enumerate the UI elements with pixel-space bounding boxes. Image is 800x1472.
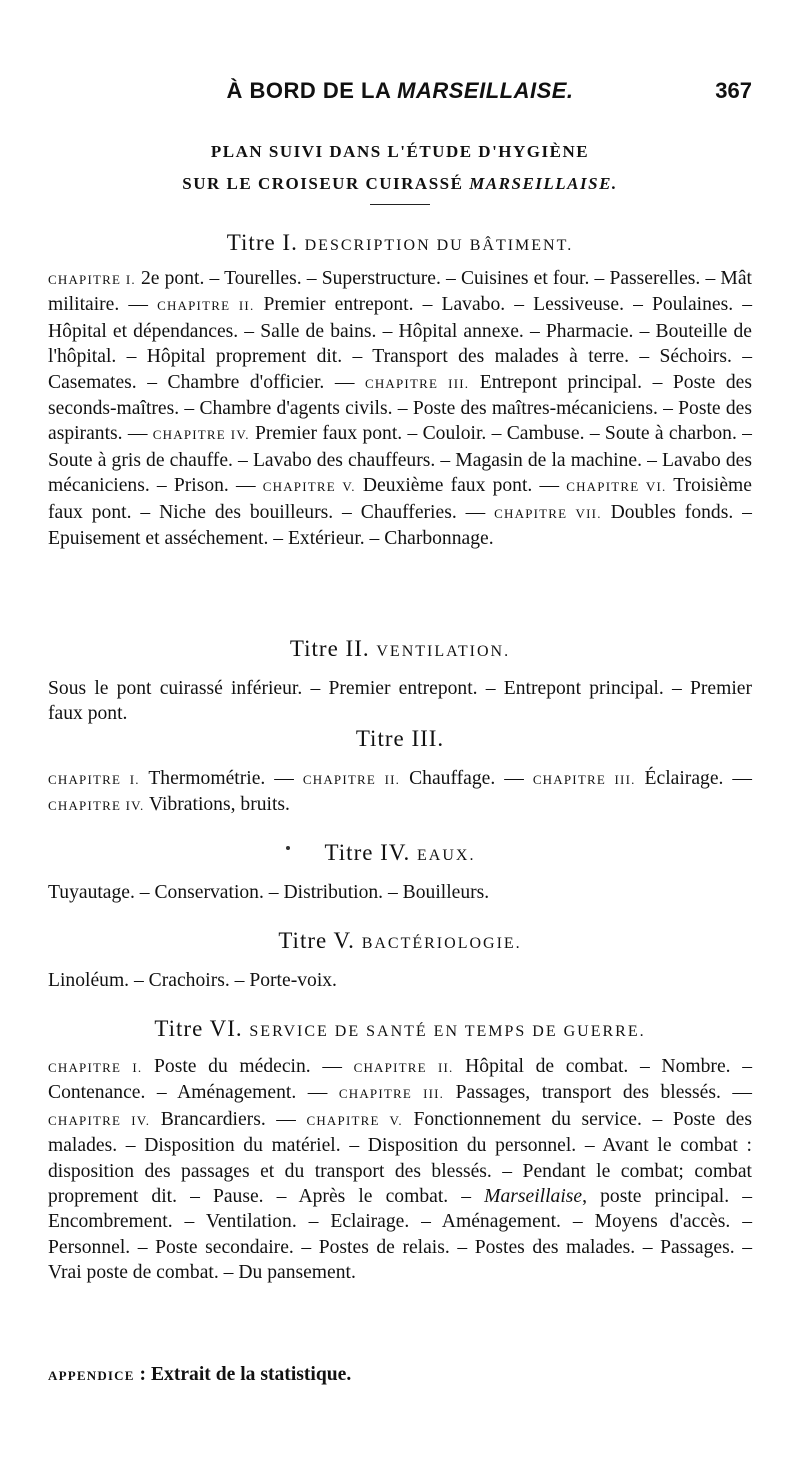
- chapter-label: CHAPITRE II.: [302, 772, 401, 787]
- body-text: Fonctionnement du service. – Poste des malades. – Disposition du matériel. – Disposition du personnel. – Avant le combat : disposition des passages et du transport des blessés. – Pendant le combat; combat proprement dit. – Pause. – Après le combat. –: [48, 1108, 752, 1208]
- main-title-line1: PLAN SUIVI DANS L'ÉTUDE D'HYGIÈNE: [210, 142, 590, 161]
- paragraph-titre-2: [48, 676, 752, 727]
- chapter-label: CHAPITRE III.: [338, 1086, 445, 1102]
- body-text: Hôpital de combat. – Nombre. – Contenance. – Aménagement. —: [48, 1056, 752, 1104]
- section-label: Titre IV.: [324, 840, 411, 865]
- section-heading-titre-4: [48, 840, 752, 866]
- paragraph-titre-6: [48, 1054, 752, 1286]
- chapter-label: CHAPITRE III.: [364, 375, 470, 391]
- body-text: Chauffage. —: [400, 768, 533, 789]
- running-title: [48, 78, 752, 104]
- body-text: Éclairage. —: [635, 768, 753, 789]
- section-name: BACTÉRIOLOGIE.: [361, 935, 522, 952]
- title-rule: [370, 204, 430, 205]
- section-heading-titre-5: [48, 928, 752, 954]
- body-text: Deuxième faux pont. —: [355, 475, 567, 497]
- chapter-label: CHAPITRE V.: [306, 1112, 403, 1128]
- chapter-label: CHAPITRE I.: [48, 272, 136, 287]
- appendice-line: [48, 1362, 752, 1388]
- section-heading-titre-1: [48, 230, 752, 256]
- section-name: SERVICE DE SANTÉ EN TEMPS DE GUERRE.: [249, 1023, 646, 1040]
- chapter-label: CHAPITRE IV.: [48, 798, 145, 814]
- section-label: Titre V.: [278, 928, 355, 953]
- main-title-line2-text: SUR LE CROISEUR CUIRASSÉ: [182, 174, 470, 193]
- body-text: Linoléum. – Crachoirs. – Porte-voix.: [48, 970, 337, 991]
- main-title-line2: [48, 174, 752, 194]
- chapter-label: CHAPITRE V.: [262, 479, 356, 495]
- body-text: Sous le pont cuirassé inférieur. – Premier entrepont. – Entrepont principal. – Premier faux pont.: [48, 678, 752, 725]
- paragraph-titre-5: [48, 968, 752, 993]
- chapter-label: CHAPITRE III.: [532, 772, 636, 787]
- main-title-ship-name: MARSEILLAISE.: [469, 174, 618, 193]
- chapter-label: CHAPITRE I.: [48, 772, 140, 787]
- body-text: Passages, transport des blessés. —: [444, 1082, 752, 1104]
- running-title-italic: MARSEILLAISE.: [397, 78, 574, 103]
- section-name: EAUX.: [417, 847, 476, 864]
- section-heading-titre-6: [48, 1016, 752, 1042]
- appendice-text: : Extrait de la statistique.: [134, 1364, 352, 1385]
- running-header: [48, 78, 752, 112]
- body-text: Troisième faux pont. – Niche des bouilleurs. – Chaufferies. —: [48, 475, 752, 523]
- paragraph-titre-3: [48, 766, 752, 819]
- body-text: , poste principal. – Encombrement. – Ventilation. – Eclairage. – Aménagement. – Moyens d'accès. – Personnel. – Poste secondaire. – Postes de relais. – Postes des malades. – Passages. – Vrai poste de combat. – Du pansement.: [48, 1186, 752, 1284]
- body-text: Poste du médecin. —: [142, 1056, 354, 1077]
- section-name: DESCRIPTION DU BÂTIMENT.: [304, 237, 574, 254]
- section-label: Titre I.: [226, 230, 298, 255]
- italic-text: Marseillaise: [484, 1186, 583, 1208]
- body-text: Vibrations, bruits.: [144, 794, 290, 816]
- appendice-label: APPENDICE: [48, 1368, 135, 1383]
- paragraph-titre-1: [48, 266, 752, 551]
- section-label: Titre III.: [355, 726, 445, 751]
- body-text: Entrepont principal. – Poste des seconds-maîtres. – Chambre d'agents civils. – Poste des maîtres-mécaniciens. – Poste des aspirants. —: [48, 371, 753, 445]
- chapter-label: CHAPITRE II.: [157, 298, 255, 314]
- body-text: 2e pont. – Tourelles. – Superstructure. – Cuisines et four. – Passerelles. – Mât militaire. —: [48, 268, 752, 316]
- section-label: Titre VI.: [154, 1016, 243, 1041]
- section-name: VENTILATION.: [376, 643, 511, 660]
- running-title-text: À BORD DE LA: [226, 78, 398, 103]
- body-text: Doubles fonds. – Epuisement et asséchement. – Extérieur. – Charbonnage.: [48, 501, 752, 550]
- chapter-label: CHAPITRE VI.: [566, 479, 667, 495]
- body-text: Tuyautage. – Conservation. – Distribution. – Bouilleurs.: [48, 882, 490, 903]
- body-text: Thermométrie. —: [139, 768, 303, 789]
- chapter-label: CHAPITRE IV.: [152, 427, 250, 443]
- body-text: Premier entrepont. – Lavabo. – Lessiveuse. – Poulaines. – Hôpital et dépendances. – Salle de bains. – Hôpital annexe. – Pharmacie. – Bouteille de l'hôpital. – Hôpital proprement dit. – Transport des malades à terre. – Séchoirs. – Casemates. – Chambre d'officier. —: [48, 294, 753, 393]
- body-text: Brancardiers. —: [150, 1108, 307, 1130]
- section-heading-titre-3: [48, 726, 752, 752]
- paragraph-titre-4: [48, 880, 752, 905]
- body-text: Premier faux pont. – Couloir. – Cambuse. – Soute à charbon. – Soute à gris de chauffe. – Lavabo des chauffeurs. – Magasin de la machine. – Lavabo des mécaniciens. – Prison. —: [48, 423, 752, 497]
- chapter-label: CHAPITRE IV.: [48, 1112, 151, 1128]
- chapter-label: CHAPITRE II.: [353, 1060, 454, 1075]
- section-label: Titre II.: [289, 636, 370, 661]
- page-number: 367: [715, 78, 752, 103]
- section-heading-titre-2: [48, 636, 752, 662]
- chapter-label: CHAPITRE I.: [48, 1060, 143, 1075]
- chapter-label: CHAPITRE VII.: [494, 505, 602, 521]
